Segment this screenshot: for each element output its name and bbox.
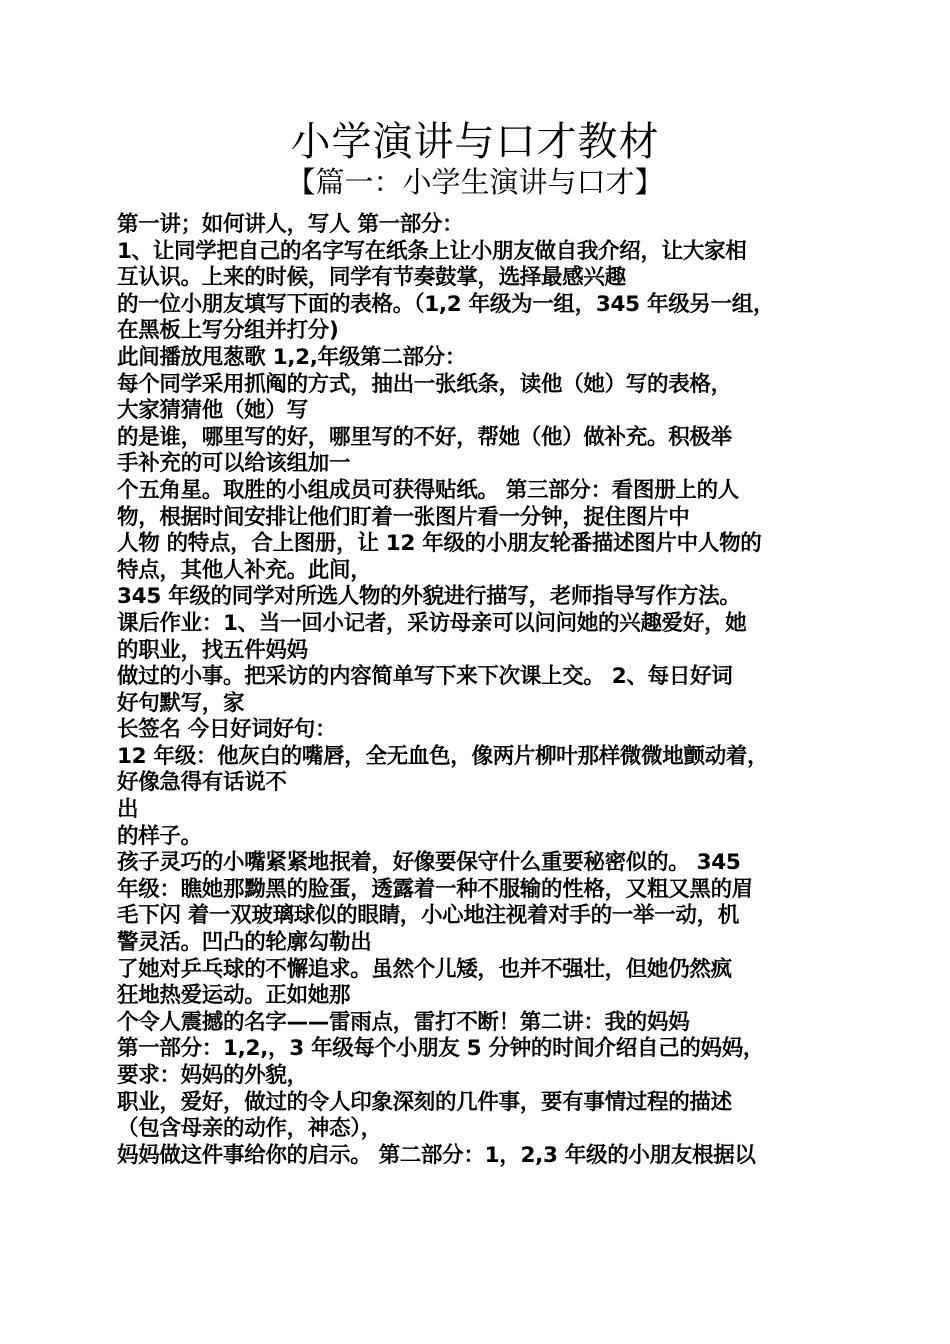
text-line: 了她对乒乓球的不懈追求。虽然个儿矮，也并不强壮，但她仍然疯 [117,956,732,982]
text-line: 大家猜猜他（她）写 [117,398,308,424]
document-title: 小学演讲与口才教材 [290,119,660,165]
text-line: 职业，爱好，做过的令人印象深刻的几件事，要有事情过程的描述 [117,1089,732,1115]
text-line: 345 年级的同学对所选人物的外貌进行描写，老师指导写作方法。 [117,584,741,610]
text-line: 课后作业：1、当一回小记者，采访母亲可以问问她的兴趣爱好，她 [117,610,747,636]
text-line: 此间播放甩葱歌 1,2,年级第二部分： [117,344,467,370]
text-line: 个五角星。取胜的小组成员可获得贴纸。 第三部分：看图册上的人 [117,477,739,503]
text-line: 第一讲；如何讲人，写人 第一部分： [117,212,464,237]
text-line: 妈妈做这件事给你的启示。 第二部分：1，2,3 年级的小朋友根据以 [117,1142,756,1168]
text-line: 的是谁，哪里写的好，哪里写的不好，帮她（他）做补充。积极举 [117,424,732,450]
text-line: 要求：妈妈的外貌， [117,1063,308,1088]
text-line: 人物 的特点，合上图册，让 12 年级的小朋友轮番描述图片中人物的 [117,531,762,557]
text-line: 狂地热爱运动。正如她那 [117,983,351,1009]
text-line: 在黑板上写分组并打分) [117,318,339,344]
text-line: 的职业，找五件妈妈 [117,637,308,663]
text-line: 手补充的可以给该组加一 [117,451,351,477]
text-line: 特点，其他人补充。此间， [117,557,372,583]
text-line: 第一部分：1,2,，3 年级每个小朋友 5 分钟的时间介绍自己的妈妈， [117,1036,765,1062]
text-line: 好像急得有话说不 [117,770,287,796]
text-line: 每个同学采用抓阄的方式，抽出一张纸条，读他（她）写的表格， [117,371,732,397]
text-line: 1、让同学把自己的名字写在纸条上让小朋友做自我介绍，让大家相 [117,238,747,264]
text-line: 做过的小事。把采访的内容简单写下来下次课上交。 2、每日好词 [117,664,733,690]
text-line: 12 年级：他灰白的嘴唇，全无血色，像两片柳叶那样微微地颤动着， [117,743,769,769]
text-line: 的一位小朋友填写下面的表格。（1,2 年级为一组，345 年级另一组， [117,291,775,317]
document-body [117,212,842,1169]
text-line: 出 [117,797,139,823]
text-line: 互认识。上来的时候，同学有节奏鼓掌，选择最感兴趣 [117,265,626,291]
text-line: 的样子。 [117,823,202,849]
text-line: 物，根据时间安排让他们盯着一张图片看一分钟，捉住图片中 [117,504,690,530]
text-line: 好句默写，家 [117,690,245,716]
text-line: 毛下闪 着一双玻璃球似的眼睛，小心地注视着对手的一举一动，机 [117,903,739,929]
text-line: 孩子灵巧的小嘴紧紧地抿着，好像要保守什么重要秘密似的。 345 [117,850,741,876]
text-line: 警灵活。凹凸的轮廓勾勒出 [117,930,372,956]
text-line: 年级：瞧她那黝黑的脸蛋，透露着一种不服输的性格，又粗又黑的眉 [117,876,754,902]
text-line: 长签名 今日好词好句： [117,717,337,743]
text-line: （包含母亲的动作，神态）， [117,1116,382,1142]
document-subtitle: 【篇一：小学生演讲与口才】 [286,165,664,199]
text-line: 个令人震撼的名字——雷雨点，雷打不断！第二讲：我的妈妈 [117,1009,690,1035]
